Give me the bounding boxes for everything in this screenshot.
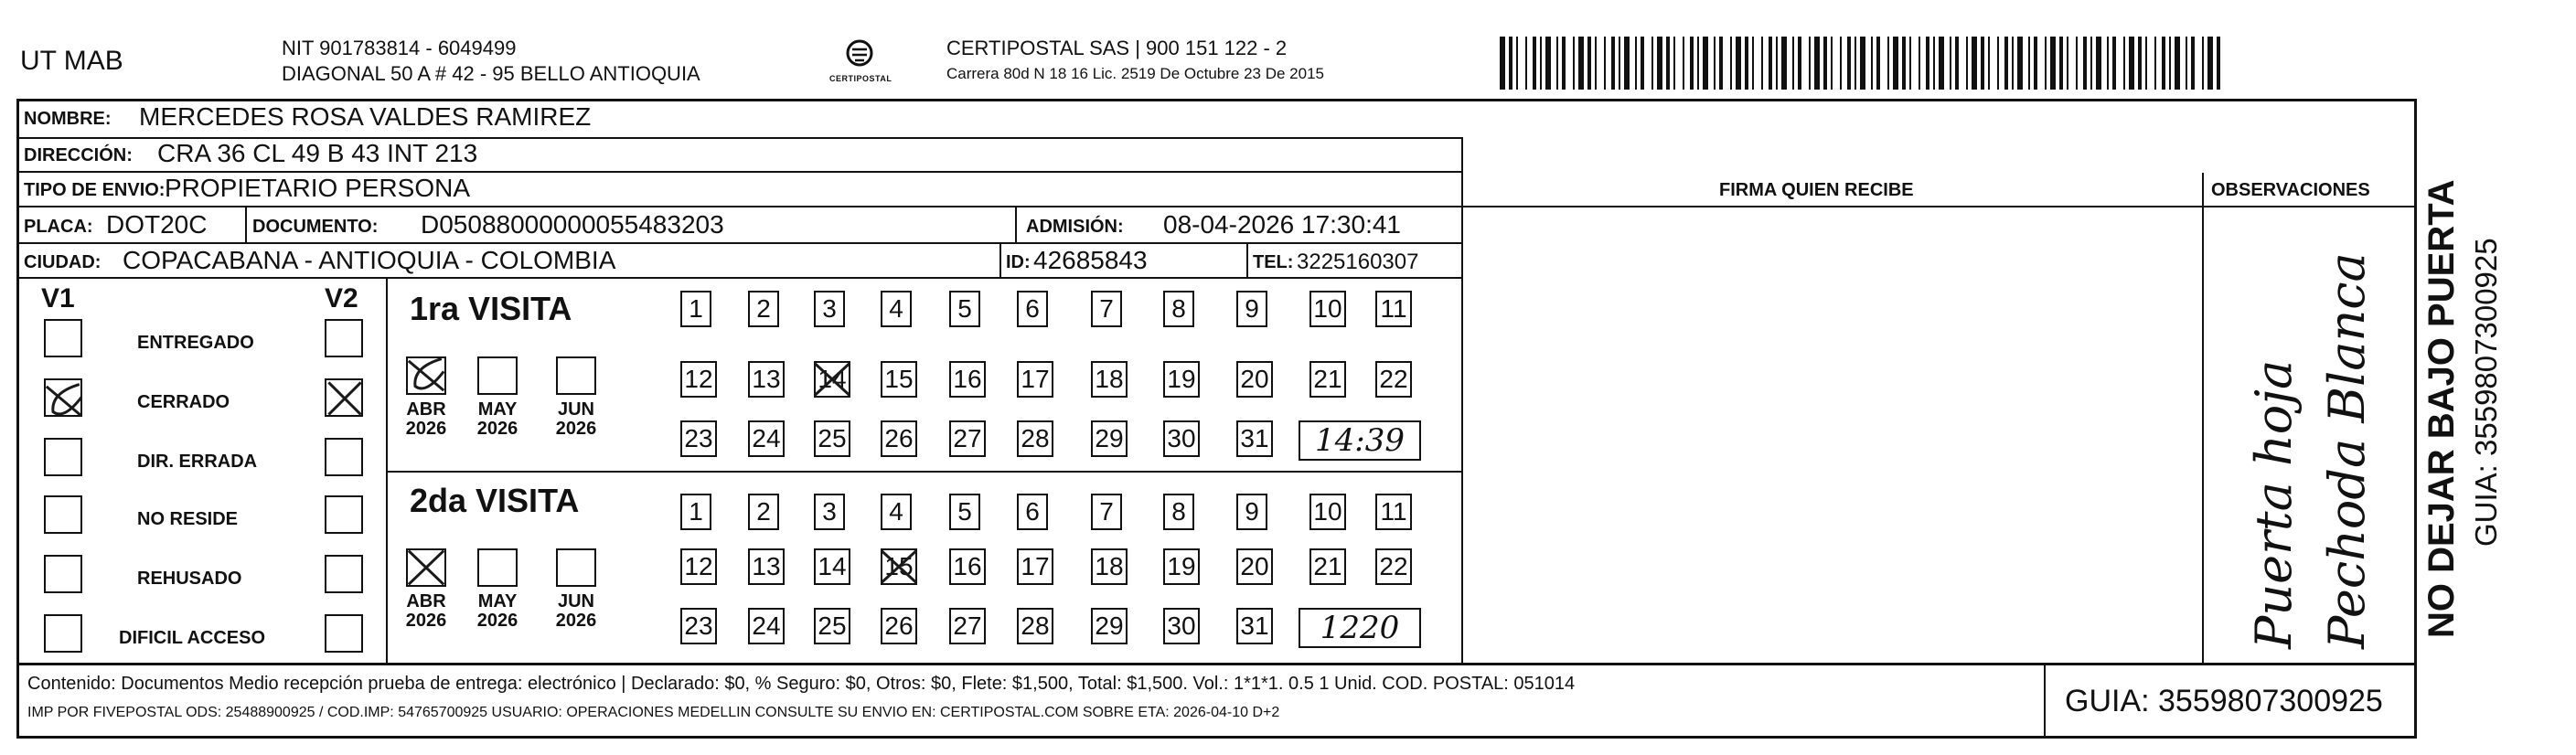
day-box: 24: [748, 608, 785, 644]
month-checkbox: [477, 356, 518, 395]
barcode-bar: [1516, 37, 1518, 90]
v2-checkbox: [325, 614, 363, 653]
barcode-bar: [1683, 37, 1684, 90]
barcode-bar: [2067, 37, 2068, 90]
month-label: JUN 2026: [555, 591, 597, 631]
v2-checkbox: [325, 319, 363, 357]
barcode-bar: [1641, 37, 1644, 90]
barcode-bar: [1730, 37, 1732, 90]
day-box: 11: [1375, 291, 1412, 327]
day-box: 20: [1236, 548, 1273, 585]
month-label: ABR 2026: [405, 591, 447, 631]
barcode-bar: [1876, 37, 1880, 90]
visit-title: 1ra VISITA: [410, 290, 572, 327]
month-check-mark: [404, 547, 448, 589]
barcode-bar: [2107, 37, 2109, 90]
barcode: [1500, 37, 2227, 90]
month-checkbox: [556, 548, 596, 587]
day-box: 28: [1017, 420, 1053, 457]
barcode-bar: [1926, 37, 1929, 90]
visit-time: 1220: [1299, 608, 1421, 648]
visit-title: 2da VISITA: [410, 482, 580, 519]
barcode-bar: [2076, 37, 2078, 90]
day-box: 4: [881, 494, 912, 530]
ciudad-value: COPACABANA - ANTIOQUIA - COLOMBIA: [123, 246, 616, 274]
firma-header: FIRMA QUIEN RECIBE: [1719, 180, 1914, 200]
barcode-bar: [1860, 37, 1865, 90]
v1-checkbox: [44, 438, 82, 476]
day-box: 5: [949, 494, 980, 530]
barcode-bar: [2017, 37, 2023, 90]
day-box: 16: [949, 548, 986, 585]
admision-value: 08-04-2026 17:30:41: [1163, 210, 1401, 239]
day-box: 25: [814, 608, 850, 644]
obs-handwriting-2: Pechoda Blanca: [2318, 252, 2376, 649]
nombre-label: NOMBRE:: [24, 109, 112, 129]
barcode-bar: [2169, 37, 2171, 90]
barcode-bar: [1619, 37, 1620, 90]
barcode-bar: [1809, 37, 1811, 90]
barcode-bar: [1752, 37, 1754, 90]
barcode-bar: [1657, 37, 1662, 90]
barcode-bar: [2004, 37, 2008, 90]
barcode-bar: [2059, 37, 2063, 90]
barcode-bar: [1966, 37, 1968, 90]
day-box: 6: [1017, 494, 1048, 530]
barcode-bar: [1902, 37, 1906, 90]
v2-checkbox: [325, 438, 363, 476]
day-box: 13: [748, 361, 785, 398]
v2-checkbox: [325, 555, 363, 593]
barcode-bar: [1814, 37, 1820, 90]
barcode-bar: [1769, 37, 1772, 90]
day-box: 1: [680, 291, 711, 327]
v1-checkbox: [44, 555, 82, 593]
day-box: 12: [680, 361, 717, 398]
day-box: 14: [814, 361, 850, 398]
barcode-bar: [1855, 37, 1856, 90]
id-value: 42685843: [1033, 246, 1148, 274]
day-box: 3: [814, 494, 845, 530]
barcode-bar: [1933, 37, 1935, 90]
barcode-bar: [2217, 37, 2220, 90]
visit-time: 14:39: [1299, 420, 1421, 461]
status-label: DIR. ERRADA: [137, 452, 258, 472]
month-label: ABR 2026: [405, 399, 447, 439]
barcode-bar: [2090, 37, 2092, 90]
barcode-bar: [2191, 37, 2195, 90]
barcode-bar: [1781, 37, 1787, 90]
day-box: 27: [949, 420, 986, 457]
day-box: 26: [881, 608, 917, 644]
day-box: 25: [814, 420, 850, 457]
day-box: 29: [1091, 420, 1128, 457]
day-box: 31: [1236, 608, 1273, 644]
footer-imp: IMP POR FIVEPOSTAL ODS: 25488900925 / COD.IMP: 54765700925 USUARIO: OPERACIONES MEDELLIN CONSULTE SU ENVIO EN: CERTIPOSTAL.COM SOBRE ETA: 2026-04-10 D+2: [27, 705, 1280, 720]
barcode-bar: [1714, 37, 1716, 90]
barcode-bar: [1697, 37, 1699, 90]
barcode-bar: [2138, 37, 2142, 90]
barcode-bar: [2207, 37, 2213, 90]
barcode-bar: [1950, 37, 1951, 90]
certipostal-logo: [828, 37, 892, 88]
barcode-bar: [1792, 37, 1794, 90]
side-warning: NO DEJAR BAJO PUERTA: [2421, 179, 2462, 638]
tel-label: TEL:: [1253, 252, 1294, 272]
v1-header: V1: [41, 283, 75, 314]
day-box: 4: [881, 291, 912, 327]
barcode-bar: [1611, 37, 1615, 90]
month-check-mark: [404, 355, 448, 397]
day-box: 22: [1375, 361, 1412, 398]
barcode-bar: [1893, 37, 1898, 90]
footer-contenido: Contenido: Documentos Medio recepción prueba de entrega: electrónico | Declarado: $0, % Seguro: $0, Otros: $0, Flete: $1,500, Total: $1,500. Vol.: 1*1*1. 0.5 1 Unid. COD. POSTAL: 051014: [27, 674, 1576, 694]
barcode-bar: [1988, 37, 1990, 90]
day-box: 3: [814, 291, 845, 327]
barcode-bar: [1562, 37, 1566, 90]
day-box: 1: [680, 494, 711, 530]
footer-guia: GUIA: 3559807300925: [2065, 684, 2383, 718]
v1-checkbox: [44, 495, 82, 534]
barcode-bar: [1595, 37, 1597, 90]
status-label: REHUSADO: [137, 569, 242, 589]
barcode-bar: [1703, 37, 1708, 90]
day-box: 6: [1017, 291, 1048, 327]
day-box: 20: [1236, 361, 1273, 398]
barcode-bar: [1997, 37, 1999, 90]
day-box: 2: [748, 494, 779, 530]
day-box: 13: [748, 548, 785, 585]
barcode-bar: [1798, 37, 1801, 90]
placa-label: PLACA:: [24, 217, 93, 237]
barcode-bar: [1540, 37, 1542, 90]
month-checkbox: [477, 548, 518, 587]
barcode-bar: [1673, 37, 1675, 90]
carrier-code: UT MAB: [20, 46, 123, 76]
day-box: 18: [1091, 548, 1128, 585]
barcode-bar: [1635, 37, 1637, 90]
status-label: NO RESIDE: [137, 509, 239, 529]
day-box: 31: [1236, 420, 1273, 457]
barcode-bar: [2034, 37, 2037, 90]
month-label: JUN 2026: [555, 399, 597, 439]
barcode-bar: [1500, 37, 1505, 90]
barcode-bar: [1831, 37, 1833, 90]
v2-checkbox: [325, 495, 363, 534]
tipo-envio-label: TIPO DE ENVIO:: [24, 180, 166, 200]
status-label: CERRADO: [137, 392, 230, 412]
sender-address: DIAGONAL 50 A # 42 - 95 BELLO ANTIOQUIA: [282, 62, 700, 85]
barcode-bar: [1736, 37, 1741, 90]
barcode-bar: [2028, 37, 2030, 90]
day-box: 5: [949, 291, 980, 327]
barcode-bar: [1909, 37, 1911, 90]
day-box: 29: [1091, 608, 1128, 644]
barcode-bar: [1745, 37, 1748, 90]
certipostal-title: CERTIPOSTAL SAS | 900 151 122 - 2: [946, 37, 1288, 59]
barcode-bar: [2175, 37, 2180, 90]
barcode-bar: [1533, 37, 1536, 90]
day-box: 10: [1309, 291, 1346, 327]
v2-check-mark: [325, 378, 365, 419]
month-label: MAY 2026: [476, 399, 518, 439]
barcode-bar: [1871, 37, 1873, 90]
day-box: 16: [949, 361, 986, 398]
v1-checkbox: [44, 319, 82, 357]
barcode-bar: [1651, 37, 1653, 90]
day-box: 10: [1309, 494, 1346, 530]
day-box: 8: [1163, 494, 1194, 530]
day-box: 9: [1236, 291, 1267, 327]
barcode-bar: [2162, 37, 2165, 90]
placa-value: DOT20C: [106, 210, 208, 239]
day-box: 19: [1163, 548, 1200, 585]
day-box: 15: [881, 548, 917, 585]
barcode-bar: [1690, 37, 1694, 90]
day-box: 7: [1091, 291, 1122, 327]
barcode-bar: [1955, 37, 1959, 90]
day-box: 8: [1163, 291, 1194, 327]
sender-nit: NIT 901783814 - 6049499: [282, 37, 517, 59]
barcode-bar: [1587, 37, 1591, 90]
barcode-bar: [1939, 37, 1944, 90]
documento-value: D05088000000055483203: [421, 210, 724, 239]
month-label: MAY 2026: [476, 591, 518, 631]
day-box: 11: [1375, 494, 1412, 530]
observaciones-header: OBSERVACIONES: [2211, 180, 2370, 200]
documento-label: DOCUMENTO:: [252, 217, 379, 237]
barcode-bar: [2112, 37, 2116, 90]
logo-text: CERTIPOSTAL: [829, 74, 893, 83]
obs-handwriting-1: Puerta hoja: [2245, 359, 2303, 649]
day-box: 22: [1375, 548, 1412, 585]
day-box: 24: [748, 420, 785, 457]
barcode-bar: [2123, 37, 2125, 90]
barcode-bar: [2154, 37, 2156, 90]
day-box: 17: [1017, 548, 1053, 585]
barcode-bar: [2096, 37, 2101, 90]
barcode-bar: [1981, 37, 1984, 90]
barcode-bar: [1823, 37, 1827, 90]
day-box: 30: [1163, 420, 1200, 457]
barcode-bar: [1509, 37, 1512, 90]
v1-check-mark: [42, 380, 86, 422]
barcode-bar: [1545, 37, 1551, 90]
barcode-bar: [1761, 37, 1763, 90]
day-box: 7: [1091, 494, 1122, 530]
direccion-label: DIRECCIÓN:: [24, 145, 133, 165]
barcode-bar: [1556, 37, 1558, 90]
direccion-value: CRA 36 CL 49 B 43 INT 213: [157, 139, 478, 167]
day-check-mark: [877, 547, 921, 587]
barcode-bar: [1776, 37, 1778, 90]
barcode-bar: [2050, 37, 2056, 90]
day-box: 21: [1309, 361, 1346, 398]
day-box: 21: [1309, 548, 1346, 585]
barcode-bar: [2129, 37, 2134, 90]
ciudad-label: CIUDAD:: [24, 252, 102, 272]
month-checkbox: [556, 356, 596, 395]
barcode-bar: [1972, 37, 1977, 90]
day-check-mark: [810, 359, 854, 399]
day-box: 14: [814, 548, 850, 585]
id-label: ID:: [1006, 252, 1031, 272]
side-guia: GUIA: 3559807300925: [2469, 238, 2503, 547]
admision-label: ADMISIÓN:: [1026, 217, 1124, 237]
day-box: 23: [680, 608, 717, 644]
day-box: 2: [748, 291, 779, 327]
barcode-bar: [1525, 37, 1527, 90]
status-label: DIFICIL ACCESO: [119, 628, 266, 648]
day-box: 17: [1017, 361, 1053, 398]
day-box: 23: [680, 420, 717, 457]
barcode-bar: [1604, 37, 1606, 90]
day-box: 12: [680, 548, 717, 585]
day-box: 26: [881, 420, 917, 457]
barcode-bar: [1887, 37, 1889, 90]
day-box: 30: [1163, 608, 1200, 644]
tipo-envio-value: PROPIETARIO PERSONA: [165, 174, 470, 202]
barcode-bar: [2145, 37, 2147, 90]
day-box: 19: [1163, 361, 1200, 398]
barcode-bar: [2045, 37, 2047, 90]
barcode-bar: [1847, 37, 1851, 90]
nombre-value: MERCEDES ROSA VALDES RAMIREZ: [139, 102, 592, 131]
barcode-bar: [1840, 37, 1842, 90]
day-box: 27: [949, 608, 986, 644]
day-box: 18: [1091, 361, 1128, 398]
barcode-bar: [2083, 37, 2087, 90]
barcode-bar: [2186, 37, 2187, 90]
day-box: 28: [1017, 608, 1053, 644]
tel-value: 3225160307: [1297, 250, 1419, 274]
day-box: 9: [1236, 494, 1267, 530]
v1-checkbox: [44, 614, 82, 653]
barcode-bar: [2202, 37, 2204, 90]
barcode-bar: [1578, 37, 1584, 90]
barcode-bar: [1919, 37, 1920, 90]
barcode-bar: [1624, 37, 1630, 90]
barcode-bar: [1719, 37, 1723, 90]
status-label: ENTREGADO: [137, 333, 254, 353]
v2-header: V2: [325, 283, 358, 314]
barcode-bar: [2012, 37, 2014, 90]
day-box: 15: [881, 361, 917, 398]
barcode-bar: [1573, 37, 1575, 90]
barcode-bar: [1666, 37, 1670, 90]
certipostal-sub: Carrera 80d N 18 16 Lic. 2519 De Octubre 23 De 2015: [946, 65, 1324, 82]
